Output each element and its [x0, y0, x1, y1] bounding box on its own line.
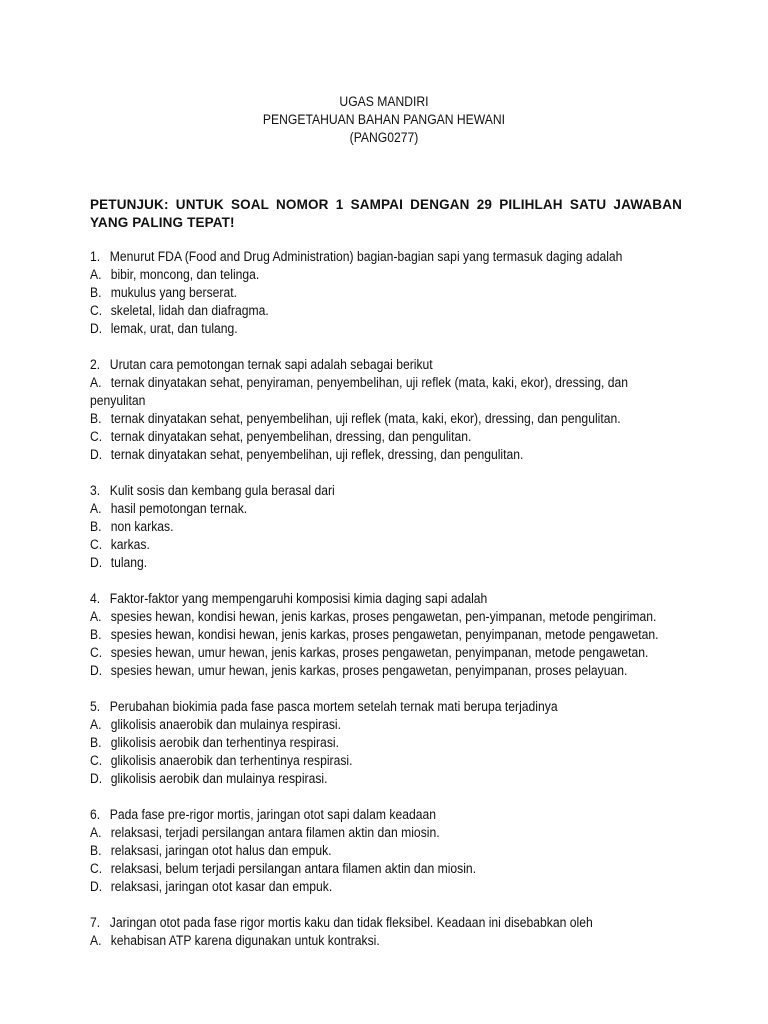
- option-text: bibir, moncong, dan telinga.: [110, 267, 260, 282]
- option-text: relaksasi, jaringan otot halus dan empuk.: [110, 843, 332, 858]
- option-text: ternak dinyatakan sehat, penyembelihan, dressing, dan pengulitan.: [110, 429, 472, 444]
- option-letter: A.: [90, 375, 102, 390]
- document-header: [38, 93, 729, 147]
- option-letter: D.: [90, 771, 103, 786]
- question-number: 4.: [90, 591, 101, 606]
- option-text: hasil pemotongan ternak.: [110, 501, 248, 516]
- question-item: [90, 698, 680, 788]
- option-letter: A.: [90, 609, 102, 624]
- option-letter: B.: [90, 411, 102, 426]
- answer-option: [90, 536, 680, 554]
- question-number: 7.: [90, 915, 101, 930]
- header-course-code: (PANG0277): [349, 130, 419, 145]
- question-item: [90, 248, 680, 338]
- question-item: [90, 356, 680, 464]
- option-letter: B.: [90, 735, 102, 750]
- question-item: [90, 914, 680, 950]
- answer-option: [90, 644, 680, 662]
- question-stem: [90, 698, 680, 716]
- option-letter: A.: [90, 825, 102, 840]
- question-stem: [90, 482, 680, 500]
- option-letter: C.: [90, 429, 103, 444]
- option-letter: D.: [90, 879, 103, 894]
- option-text: spesies hewan, kondisi hewan, jenis karkas, proses pengawetan, pen-yimpanan, metode pengiriman.: [110, 609, 657, 624]
- option-text: mukulus yang berserat.: [110, 285, 237, 300]
- question-number: 5.: [90, 699, 101, 714]
- option-text: tulang.: [110, 555, 148, 570]
- option-letter: A.: [90, 501, 102, 516]
- option-text: karkas.: [110, 537, 150, 552]
- answer-option: [90, 878, 680, 896]
- option-letter: C.: [90, 645, 103, 660]
- option-letter: B.: [90, 843, 102, 858]
- option-letter: D.: [90, 447, 103, 462]
- answer-option: [90, 932, 680, 950]
- answer-option: [90, 716, 680, 734]
- option-letter: B.: [90, 285, 102, 300]
- question-text: Perubahan biokimia pada fase pasca mortem setelah ternak mati berupa terjadinya: [109, 699, 558, 714]
- question-stem: [90, 590, 680, 608]
- option-text: ternak dinyatakan sehat, penyembelihan, uji reflek (mata, kaki, ekor), dressing, dan pengulitan.: [110, 411, 621, 426]
- question-item: [90, 590, 680, 680]
- option-text: non karkas.: [110, 519, 174, 534]
- option-text: glikolisis anaerobik dan mulainya respirasi.: [110, 717, 341, 732]
- option-letter: A.: [90, 933, 102, 948]
- option-text: spesies hewan, kondisi hewan, jenis karkas, proses pengawetan, penyimpanan, metode pengawetan.: [110, 627, 659, 642]
- option-letter: A.: [90, 717, 102, 732]
- option-text: glikolisis anaerobik dan terhentinya respirasi.: [110, 753, 353, 768]
- option-text: ternak dinyatakan sehat, penyembelihan, uji reflek, dressing, dan pengulitan.: [110, 447, 524, 462]
- question-text: Jaringan otot pada fase rigor mortis kaku dan tidak fleksibel. Keadaan ini disebabkan oleh: [109, 915, 593, 930]
- answer-option: [90, 608, 680, 626]
- answer-option: [90, 860, 680, 878]
- question-stem: [90, 806, 680, 824]
- option-letter: C.: [90, 303, 103, 318]
- question-text: Pada fase pre-rigor mortis, jaringan otot sapi dalam keadaan: [109, 807, 437, 822]
- question-item: [90, 482, 680, 572]
- answer-option: [90, 428, 680, 446]
- answer-option: [90, 662, 680, 680]
- header-course-name: PENGETAHUAN BAHAN PANGAN HEWANI: [262, 112, 506, 127]
- question-stem: [90, 248, 680, 266]
- option-letter: B.: [90, 519, 102, 534]
- answer-option: [90, 446, 680, 464]
- option-text: relaksasi, terjadi persilangan antara filamen aktin dan miosin.: [110, 825, 440, 840]
- question-stem: [90, 914, 680, 932]
- instructions: PETUNJUK: UNTUK SOAL NOMOR 1 SAMPAI DENGAN 29 PILIHLAH SATU JAWABAN YANG PALING TEPAT!: [90, 197, 682, 230]
- option-letter: D.: [90, 663, 103, 678]
- answer-option: [90, 518, 680, 536]
- answer-option: [90, 554, 680, 572]
- option-letter: C.: [90, 861, 103, 876]
- answer-option: [90, 410, 680, 428]
- option-text: glikolisis aerobik dan mulainya respirasi.: [110, 771, 328, 786]
- question-number: 2.: [90, 357, 101, 372]
- answer-option: [90, 734, 680, 752]
- answer-option: [90, 752, 680, 770]
- answer-option: [90, 500, 680, 518]
- question-number: 3.: [90, 483, 101, 498]
- answer-option: [90, 320, 680, 338]
- question-text: Urutan cara pemotongan ternak sapi adalah sebagai berikut: [109, 357, 433, 372]
- option-text: relaksasi, belum terjadi persilangan antara filamen aktin dan miosin.: [110, 861, 477, 876]
- option-text: spesies hewan, umur hewan, jenis karkas, proses pengawetan, penyimpanan, proses pelayuan.: [110, 663, 628, 678]
- question-list: [90, 248, 680, 968]
- option-letter: D.: [90, 555, 103, 570]
- option-text: kehabisan ATP karena digunakan untuk kontraksi.: [110, 933, 380, 948]
- option-text: spesies hewan, umur hewan, jenis karkas, proses pengawetan, penyimpanan, metode pengawetan.: [110, 645, 649, 660]
- answer-option: [90, 284, 680, 302]
- option-text: relaksasi, jaringan otot kasar dan empuk.: [110, 879, 333, 894]
- answer-option: [90, 302, 680, 320]
- answer-option: [90, 824, 680, 842]
- answer-option: [90, 842, 680, 860]
- question-number: 1.: [90, 249, 101, 264]
- option-letter: D.: [90, 321, 103, 336]
- header-title: UGAS MANDIRI: [339, 94, 429, 109]
- option-text: glikolisis aerobik dan terhentinya respirasi.: [110, 735, 339, 750]
- question-text: Menurut FDA (Food and Drug Administration) bagian-bagian sapi yang termasuk daging adalah: [109, 249, 623, 264]
- question-text: Kulit sosis dan kembang gula berasal dari: [109, 483, 335, 498]
- answer-option: [90, 374, 680, 410]
- option-letter: A.: [90, 267, 102, 282]
- option-letter: C.: [90, 537, 103, 552]
- option-text: ternak dinyatakan sehat, penyiraman, penyembelihan, uji reflek (mata, kaki, ekor), dressing, dan penyulitan: [90, 375, 629, 408]
- question-number: 6.: [90, 807, 101, 822]
- answer-option: [90, 626, 680, 644]
- answer-option: [90, 266, 680, 284]
- option-letter: B.: [90, 627, 102, 642]
- question-text: Faktor-faktor yang mempengaruhi komposisi kimia daging sapi adalah: [109, 591, 488, 606]
- option-text: skeletal, lidah dan diafragma.: [110, 303, 269, 318]
- option-text: lemak, urat, dan tulang.: [110, 321, 238, 336]
- question-item: [90, 806, 680, 896]
- option-letter: C.: [90, 753, 103, 768]
- answer-option: [90, 770, 680, 788]
- question-stem: [90, 356, 680, 374]
